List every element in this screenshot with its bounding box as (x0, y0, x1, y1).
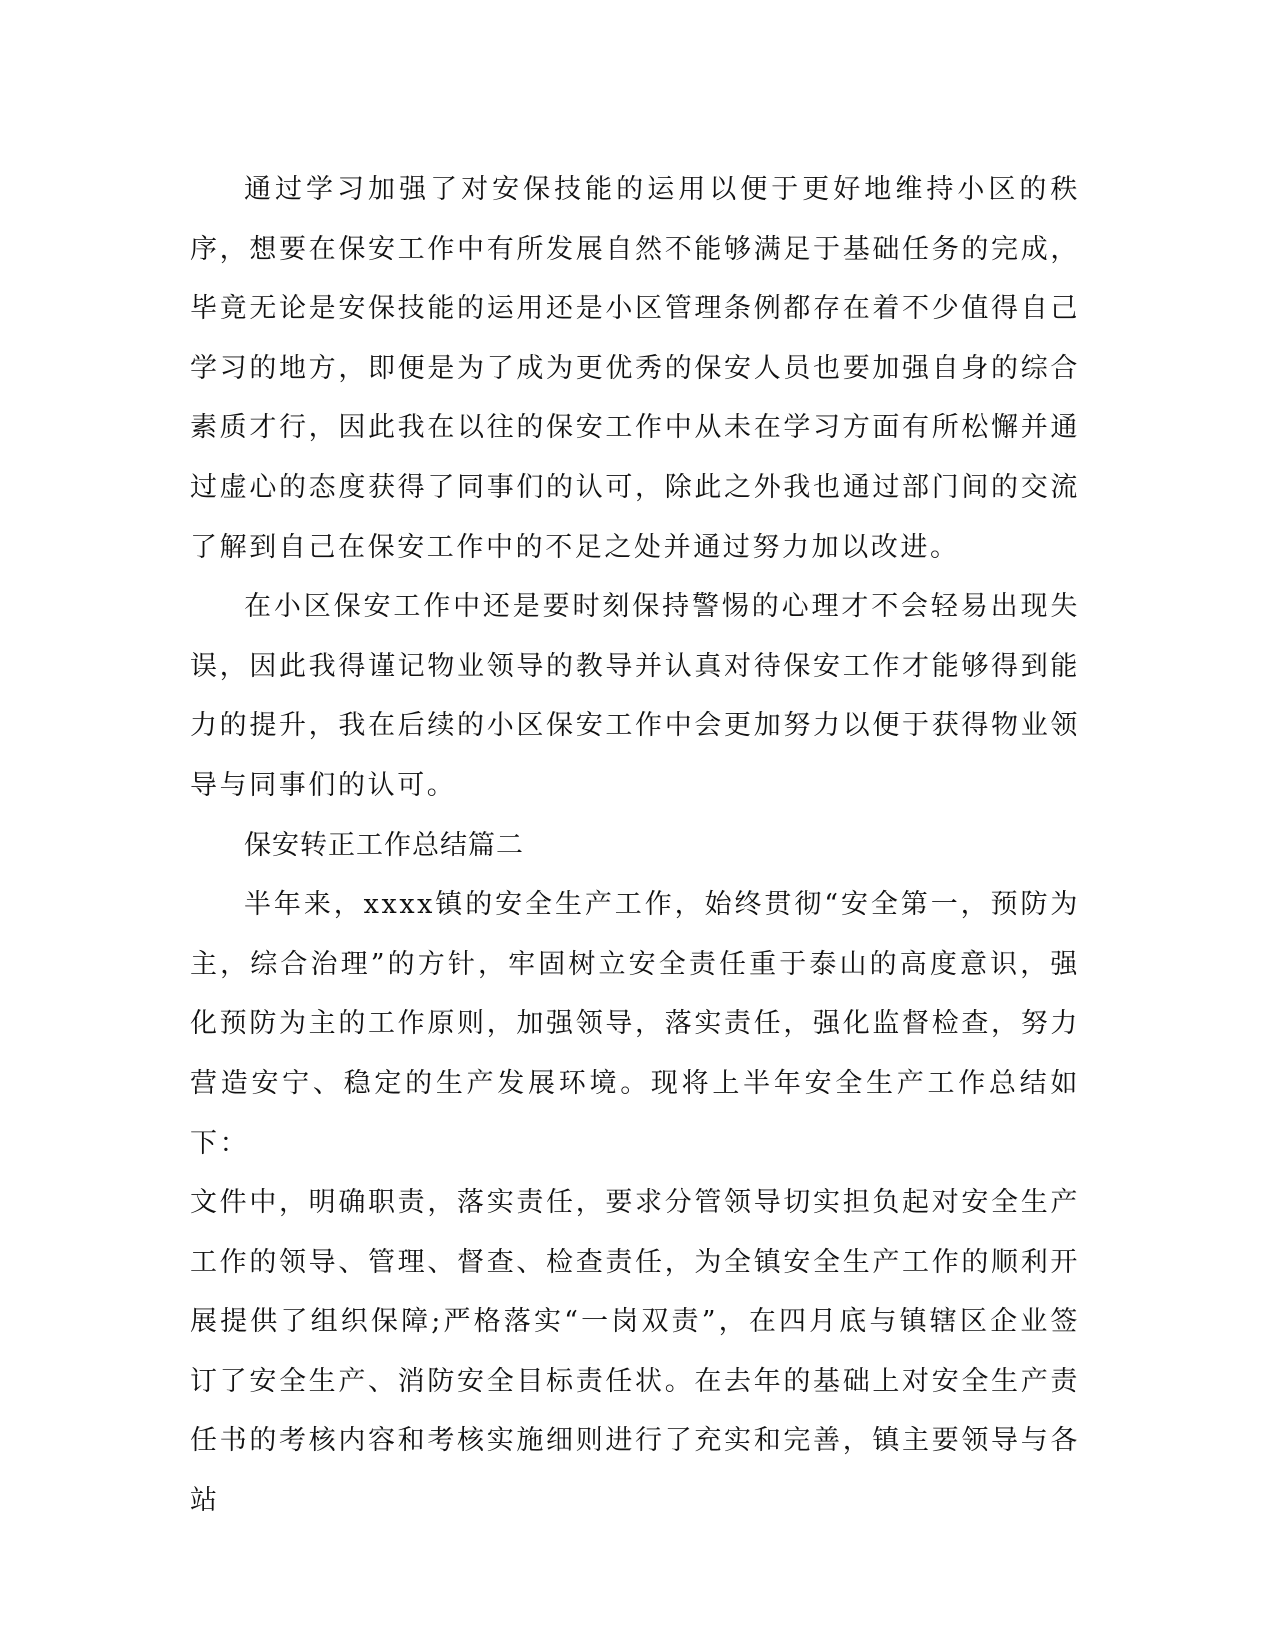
paragraph-responsibility: 文件中，明确职责，落实责任，要求分管领导切实担负起对安全生产工作的领导、管理、督查、检查责任，为全镇安全生产工作的顺利开展提供了组织保障;严格落实“一岗双责”，在四月底与镇辖区企业签订了安全生产、消防安全目标责任状。在去年的基础上对安全生产责任书的考核内容和考核实施细则进行了充实和完善，镇主要领导与各站 (190, 1187, 1080, 1517)
paragraph-half-year: 半年来，xxxx镇的安全生产工作，始终贯彻“安全第一，预防为主，综合治理”的方针，牢固树立安全责任重于泰山的高度意识，强化预防为主的工作原则，加强领导，落实责任，强化监督检查，努力营造安宁、稳定的生产发展环境。现将上半年安全生产工作总结如下： (190, 889, 1080, 1159)
paragraph-vigilance: 在小区保安工作中还是要时刻保持警惕的心理才不会轻易出现失误，因此我得谨记物业领导的教导并认真对待保安工作才能够得到能力的提升，我在后续的小区保安工作中会更加努力以便于获得物业领导与同事们的认可。 (190, 591, 1080, 801)
section-title: 保安转正工作总结篇二 (244, 829, 524, 861)
paragraph-study: 通过学习加强了对安保技能的运用以便于更好地维持小区的秩序，想要在保安工作中有所发展自然不能够满足于基础任务的完成，毕竟无论是安保技能的运用还是小区管理条例都存在着不少值得自己学习的地方，即便是为了成为更优秀的保安人员也要加强自身的综合素质才行，因此我在以往的保安工作中从未在学习方面有所松懈并通过虚心的态度获得了同事们的认可，除此之外我也通过部门间的交流了解到自己在保安工作中的不足之处并通过努力加以改进。 (190, 174, 1080, 563)
document-body (190, 160, 1080, 1531)
